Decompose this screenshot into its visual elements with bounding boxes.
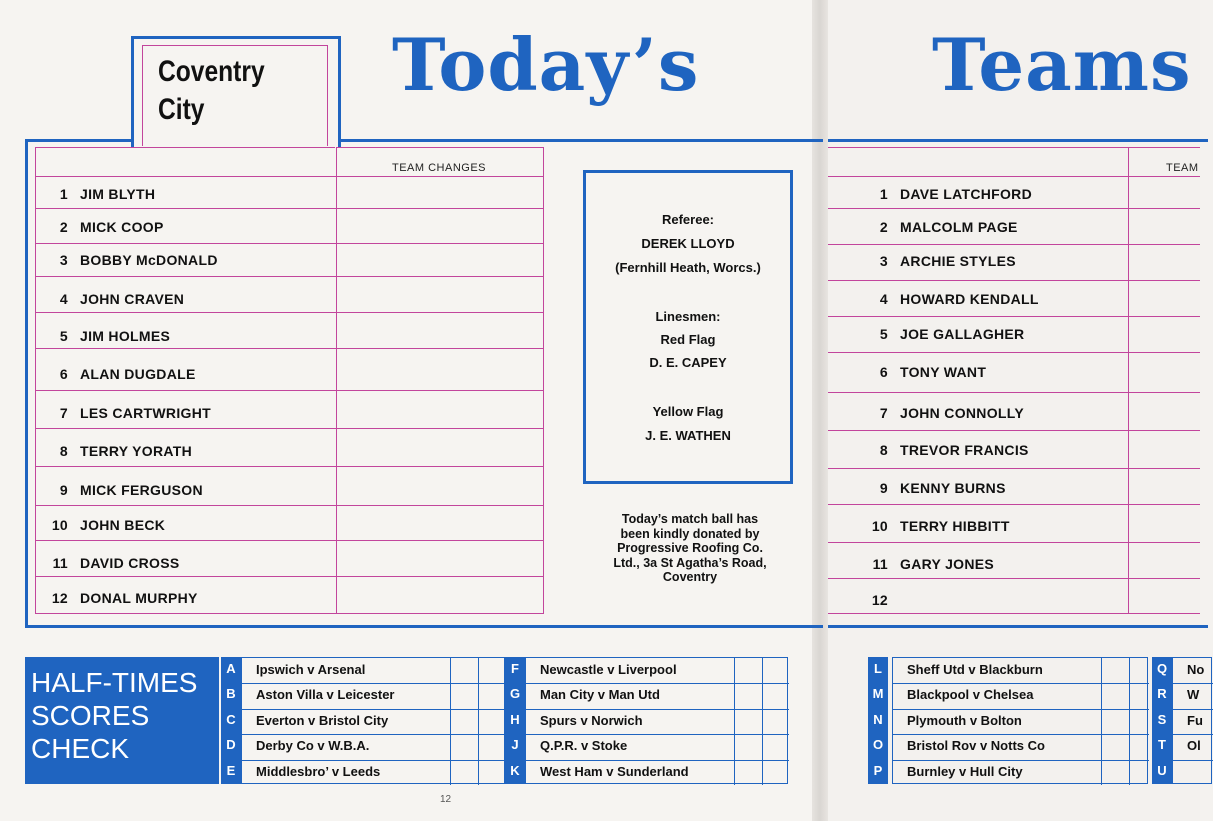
- score-table: [892, 657, 1148, 784]
- away-player-row: [858, 518, 1010, 534]
- away-player-row: [858, 480, 1006, 496]
- away-player-row: [858, 592, 900, 608]
- score-match: Fu: [1187, 712, 1203, 728]
- linesmen-label: Linesmen:: [655, 309, 721, 324]
- score-letter: E: [226, 762, 236, 778]
- score-match: Bristol Rov v Notts Co: [907, 738, 1045, 754]
- score-table: [1172, 657, 1212, 784]
- player-number: 4: [879, 291, 888, 307]
- player-name: TERRY HIBBITT: [900, 518, 1010, 534]
- away-player-row: [858, 326, 1024, 342]
- player-name: JIM HOLMES: [80, 328, 171, 344]
- score-table: [241, 657, 505, 784]
- score-letter: O: [872, 737, 884, 753]
- score-letter: H: [510, 711, 520, 727]
- player-number: 1: [59, 186, 68, 202]
- score-match: Middlesbro’ v Leeds: [256, 763, 381, 779]
- red-flag-label: Red Flag: [660, 332, 716, 347]
- home-player-row: [38, 366, 196, 382]
- player-number: 4: [59, 291, 68, 307]
- home-player-row: [38, 443, 192, 459]
- score-letter: Q: [1156, 661, 1168, 676]
- away-player-row: [858, 364, 986, 380]
- player-name: MALCOLM PAGE: [900, 219, 1018, 235]
- heading-todays: Today’s: [392, 22, 700, 107]
- score-letter: K: [510, 762, 520, 778]
- player-name: JOHN CRAVEN: [80, 291, 185, 307]
- score-match: No: [1187, 662, 1205, 677]
- home-player-row: [38, 590, 198, 606]
- home-player-row: [38, 291, 184, 307]
- player-number: 1: [879, 186, 888, 202]
- right-team-frame: [828, 139, 1208, 628]
- player-name: LES CARTWRIGHT: [80, 405, 211, 421]
- score-letter: A: [226, 661, 236, 676]
- page-number: 12: [440, 794, 452, 805]
- player-number: 9: [879, 480, 888, 496]
- team-changes-label: TEAM CHANGES: [392, 162, 487, 174]
- player-number: 7: [879, 405, 888, 421]
- player-number: 12: [871, 592, 888, 608]
- player-name: ALAN DUGDALE: [80, 366, 196, 382]
- player-name: JOE GALLAGHER: [900, 326, 1025, 342]
- referee-place: (Fernhill Heath, Worcs.): [615, 260, 761, 275]
- player-number: 5: [879, 326, 888, 342]
- score-letter: L: [874, 661, 882, 676]
- score-letter: T: [1158, 737, 1166, 753]
- home-player-row: [38, 219, 164, 235]
- score-letters-column: [868, 657, 888, 784]
- club-tab: [131, 36, 341, 147]
- score-letters-column: [221, 657, 241, 784]
- player-name: JOHN BECK: [80, 517, 166, 533]
- home-player-row: [38, 517, 165, 533]
- score-match: Aston Villa v Leicester: [256, 687, 395, 703]
- referee-label: Referee:: [661, 212, 715, 227]
- player-number: 5: [59, 328, 68, 344]
- player-number: 8: [879, 442, 888, 458]
- score-letters-column: [505, 657, 525, 784]
- score-letter: J: [511, 737, 519, 753]
- player-number: 10: [51, 517, 68, 533]
- score-match: Plymouth v Bolton: [907, 712, 1022, 728]
- player-number: 11: [872, 556, 888, 572]
- player-name: TONY WANT: [900, 364, 987, 380]
- score-letter: S: [1157, 711, 1167, 727]
- player-number: 8: [59, 443, 68, 459]
- home-player-row: [38, 186, 155, 202]
- score-table: [525, 657, 788, 784]
- score-letter: R: [1157, 686, 1167, 702]
- score-match: West Ham v Sunderland: [540, 763, 689, 779]
- score-letter: B: [226, 686, 236, 702]
- score-match: Sheff Utd v Blackburn: [907, 662, 1043, 677]
- score-letter: P: [873, 762, 883, 778]
- heading-teams: Teams: [932, 22, 1192, 107]
- player-number: 3: [59, 252, 68, 268]
- home-player-row: [38, 328, 170, 344]
- player-name: TERRY YORATH: [80, 443, 192, 459]
- away-player-row: [858, 291, 1039, 307]
- halftime-scores-label: HALF-TIMES SCORES CHECK: [25, 657, 219, 784]
- player-name: BOBBY McDONALD: [80, 252, 218, 268]
- player-name: ARCHIE STYLES: [900, 253, 1016, 269]
- score-match: Ipswich v Arsenal: [256, 662, 366, 677]
- player-name: DAVE LATCHFORD: [900, 186, 1033, 202]
- score-match: Newcastle v Liverpool: [540, 662, 677, 677]
- player-name: MICK FERGUSON: [80, 482, 203, 498]
- match-ball-note: Today’s match ball has been kindly donated by Progressive Roofing Co. Ltd., 3a St Agatha’s Road, Coventry: [613, 512, 767, 584]
- score-letters-column: [1152, 657, 1172, 784]
- score-match: Ol: [1187, 738, 1201, 754]
- home-player-row: [38, 252, 218, 268]
- score-match: Derby Co v W.B.A.: [256, 738, 370, 754]
- score-letter: C: [226, 711, 236, 727]
- player-name: GARY JONES: [900, 556, 995, 572]
- score-match: Man City v Man Utd: [540, 687, 660, 703]
- score-letter: N: [873, 711, 883, 727]
- score-match: Burnley v Hull City: [907, 763, 1023, 779]
- home-player-row: [38, 482, 203, 498]
- score-letter: U: [1157, 762, 1167, 778]
- away-player-row: [858, 186, 1032, 202]
- player-number: 7: [59, 405, 68, 421]
- home-club-name: Coventry City: [158, 55, 265, 126]
- player-name: JOHN CONNOLLY: [900, 405, 1024, 421]
- score-letter: M: [872, 686, 884, 702]
- player-name: DONAL MURPHY: [80, 590, 198, 606]
- player-number: 2: [879, 219, 888, 235]
- yellow-flag-name: J. E. WATHEN: [645, 428, 731, 443]
- yellow-flag-label: Yellow Flag: [652, 404, 724, 419]
- away-player-row: [858, 442, 1029, 458]
- player-name: DAVID CROSS: [80, 555, 180, 571]
- score-match: Spurs v Norwich: [540, 712, 643, 728]
- player-name: HOWARD KENDALL: [900, 291, 1039, 307]
- player-name: MICK COOP: [80, 219, 164, 235]
- player-number: 12: [51, 590, 68, 606]
- score-match: W: [1187, 687, 1200, 703]
- away-player-row: [858, 405, 1024, 421]
- away-player-row: [858, 253, 1016, 269]
- right-team-changes-label: TEAM: [1166, 162, 1199, 174]
- away-player-row: [858, 219, 1018, 235]
- home-player-row: [38, 555, 180, 571]
- referee-name: DEREK LLOYD: [641, 236, 735, 251]
- player-number: 9: [59, 482, 68, 498]
- player-number: 3: [879, 253, 888, 269]
- home-player-row: [38, 405, 211, 421]
- player-number: 6: [59, 366, 68, 382]
- player-number: 2: [59, 219, 68, 235]
- player-number: 11: [52, 555, 68, 571]
- player-name: KENNY BURNS: [900, 480, 1006, 496]
- player-number: 6: [879, 364, 888, 380]
- score-match: Blackpool v Chelsea: [907, 687, 1034, 703]
- away-player-row: [858, 556, 994, 572]
- player-name: JIM BLYTH: [80, 186, 156, 202]
- score-letter: G: [509, 686, 521, 702]
- score-match: Everton v Bristol City: [256, 712, 389, 728]
- player-name: TREVOR FRANCIS: [900, 442, 1029, 458]
- score-letter: F: [511, 661, 519, 676]
- player-number: 10: [871, 518, 888, 534]
- score-letter: D: [226, 737, 236, 753]
- score-match: Q.P.R. v Stoke: [540, 738, 628, 754]
- red-flag-name: D. E. CAPEY: [649, 355, 727, 370]
